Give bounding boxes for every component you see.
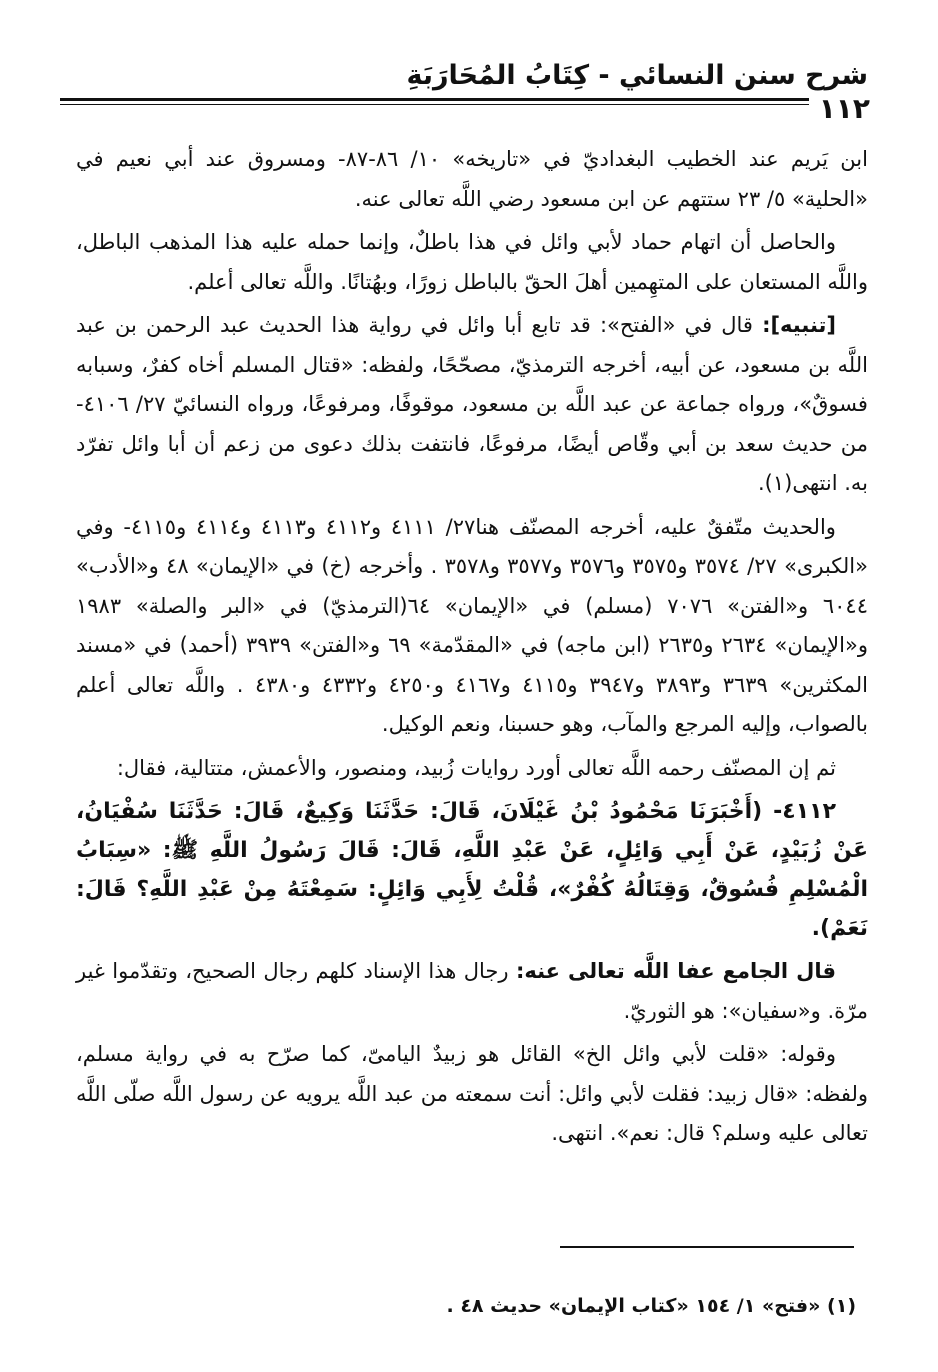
- paragraph-commentary: [76, 952, 868, 1031]
- page-number: ١١٢: [809, 92, 872, 125]
- note-label: [تنبيه]:: [762, 313, 836, 337]
- note-text: قال في «الفتح»: قد تابع أبا وائل في رواية هذا الحديث عبد الرحمن بن عبد اللَّه بن مسعود، عن أبيه، أخرجه الترمذيّ، مصحّحًا، ولفظه: «قتال المسلم أخاه كفرٌ، وسبابه فسوقٌ»، ورواه جماعة عن عبد اللَّه بن مسعود، موقوفًا، ومرفوعًا، ورواه النسائيّ ٢٧/ ٤١٠٦- من حديث سعد بن أبي وقّاص أيضًا، مرفوعًا، فانتفت بذلك دعوى من زعم أن أبا وائل تفرّد به. انتهى(١).: [76, 313, 868, 495]
- paragraph-continuation: ابن يَريم عند الخطيب البغداديّ في «تاريخه» ١٠/ ٨٦-٨٧- ومسروق عند أبي نعيم في «الحلية» ٥/ ٢٣ ستتهم عن ابن مسعود رضي اللَّه تعالى عنه.: [76, 147, 868, 211]
- footnote-divider: [560, 1246, 854, 1248]
- hadith-text: ٤١١٢- (أَخْبَرَنَا مَحْمُودُ بْنُ غَيْلَانَ، قَالَ: حَدَّثَنَا وَكِيعٌ، قَالَ: حَدَّثَنَا سُفْيَانُ، عَنْ زُبَيْدٍ، عَنْ أَبِي وَائِلٍ، عَنْ عَبْدِ اللَّهِ، قَالَ: قَالَ رَسُولُ اللَّهِ ﷺ: «سِبَابُ الْمُسْلِمِ فُسُوقٌ، وَقِتَالُهُ كُفْرٌ»، قُلْتُ لِأَبِي وَائِلٍ: سَمِعْتَهُ مِنْ عَبْدِ اللَّهِ؟ قَالَ: نَعَمْ).: [76, 799, 868, 941]
- paragraph-explanation: وقوله: «قلت لأبي وائل الخ» القائل هو زبيدٌ اليامىّ، كما صرّح به في رواية مسلم، ولفظه: «قال زبيد: فقلت لأبي وائل: أنت سمعته من عبد اللَّه يرويه عن رسول اللَّه صلّى اللَّه تعالى عليه وسلم؟ قال: نعم». انتهى.: [76, 1042, 868, 1145]
- page-header: [60, 60, 870, 125]
- commentator-label: قال الجامع عفا اللَّه تعالى عنه:: [515, 959, 836, 983]
- paragraph-transition: ثم إن المصنّف رحمه اللَّه تعالى أورد روايات زُبيد، ومنصور، والأعمش، متتالية، فقال:: [116, 755, 836, 780]
- header-rule: [60, 98, 828, 105]
- paragraph-takhrij: والحديث متّفقٌ عليه، أخرجه المصنّف هنا٢٧/ ٤١١١ و٤١١٢ و٤١١٣ و٤١١٤ و٤١١٥- وفي «الكبرى» ٢٧/ ٣٥٧٤ و٣٥٧٥ و٣٥٧٦ و٣٥٧٧ و٣٥٧٨ . وأخرجه (خ) في «الإيمان» ٤٨ و«الأدب» ٦٠٤٤ و«الفتن» ٧٠٧٦ (مسلم) في «الإيمان» ٦٤(الترمذيّ) في «البر والصلة» ١٩٨٣ و«الإيمان» ٢٦٣٤ و٢٦٣٥ (ابن ماجه) في «المقدّمة» ٦٩ و«الفتن» ٣٩٣٩ (أحمد) في «مسند المكثرين» ٣٦٣٩ و٣٨٩٣ و٣٩٤٧ و٤١١٥ و٤١٦٧ و٤٢٥٠ و٤٣٣٢ و٤٣٨٠ . واللَّه تعالى أعلم بالصواب، وإليه المرجع والمآب، وهو حسبنا، ونعم الوكيل.: [76, 514, 868, 736]
- main-text: [76, 140, 868, 1158]
- running-title: شرح سنن النسائي - كِتَابُ المُحَارَبَةِ: [406, 60, 868, 91]
- paragraph-note: [76, 306, 868, 504]
- paragraph-conclusion: والحاصل أن اتهام حماد لأبي وائل في هذا باطلٌ، وإنما حمله عليه هذا المذهب الباطل، واللَّه المستعان على المتهِمين أهلَ الحقّ بالباطل زورًا، وبهُتانًا. واللَّه تعالى أعلم.: [76, 230, 868, 294]
- commentary-text: رجال هذا الإسناد كلهم رجال الصحيح، وتقدّموا غير مرّة. و«سفيان»: هو الثوريّ.: [76, 959, 868, 1023]
- footnote: (١) «فتح» ١/ ١٥٤ «كتاب الإيمان» حديث ٤٨ .: [446, 1295, 856, 1317]
- header-rule-thick: [60, 98, 828, 101]
- header-rule-thin: [60, 104, 828, 105]
